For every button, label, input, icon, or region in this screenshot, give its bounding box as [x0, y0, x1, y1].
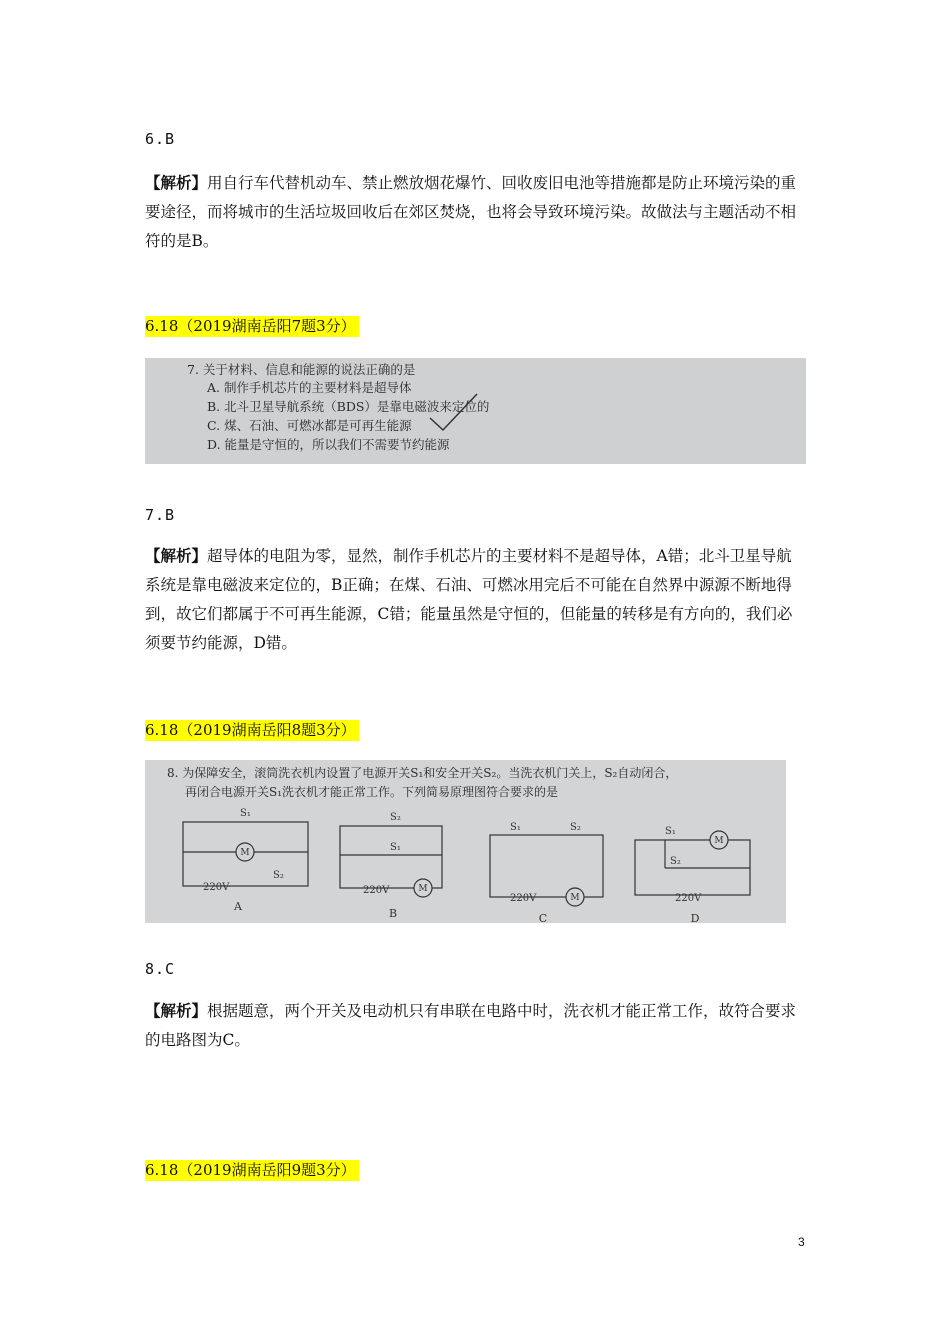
explanation-text: 用自行车代替机动车、禁止燃放烟花爆竹、回收废旧电池等措施都是防止环境污染的重要途径，而将城市的生活垃圾回收后在郊区焚烧，也将会导致环境污染。故做法与主题活动不相符的是B。: [145, 174, 797, 250]
answer-7: 7.B: [145, 506, 176, 524]
page-number: 3: [798, 1235, 805, 1249]
photo-line: B. 北斗卫星导航系统（BDS）是靠电磁波来定位的: [207, 399, 490, 414]
voltage-label: 220V: [510, 893, 537, 904]
motor-label: M: [714, 836, 724, 846]
option-label-c: C: [538, 912, 548, 923]
analysis-tag: 【解析】: [145, 546, 208, 565]
switch-label: S₂: [570, 822, 581, 833]
motor-label: M: [570, 893, 580, 903]
voltage-label: 220V: [363, 885, 390, 896]
photo-line: A. 制作手机芯片的主要材料是超导体: [207, 380, 412, 395]
photo-line: 7. 关于材料、信息和能源的说法正确的是: [187, 362, 416, 377]
switch-label: S₂: [273, 870, 284, 881]
voltage-label: 220V: [203, 882, 230, 893]
option-label-b: B: [388, 907, 398, 920]
explanation-6: [145, 168, 805, 256]
explanation-7: [145, 541, 805, 658]
switch-label: S₁: [390, 842, 401, 853]
explanation-text: 根据题意，两个开关及电动机只有串联在电路中时，洗衣机才能正常工作，故符合要求的电路图为C。: [145, 1002, 797, 1049]
photo-line: C. 煤、石油、可燃冰都是可再生能源: [207, 418, 412, 433]
checkmark-icon: [425, 388, 485, 438]
switch-label: S₁: [510, 822, 521, 833]
switch-label: S₂: [390, 812, 401, 823]
question-header-9: 6.18（2019湖南岳阳9题3分）: [145, 1160, 359, 1181]
answer-8: 8.C: [145, 960, 176, 978]
question-header-8: 6.18（2019湖南岳阳8题3分）: [145, 720, 359, 741]
motor-label: M: [418, 884, 428, 894]
answer-6: 6.B: [145, 130, 176, 148]
option-label-a: A: [234, 900, 242, 913]
motor-label: M: [240, 848, 250, 858]
switch-label: S₁: [665, 826, 676, 837]
photo-line: 再闭合电源开关S₁洗衣机才能正常工作。下列简易原理图符合要求的是: [185, 785, 559, 799]
explanation-8: [145, 996, 805, 1055]
question-image-7: [145, 358, 806, 464]
question-image-8: [145, 760, 786, 923]
circuit-diagrams: [145, 760, 786, 923]
analysis-tag: 【解析】: [145, 1001, 208, 1020]
photo-line: 8. 为保障安全，滚筒洗衣机内设置了电源开关S₁和安全开关S₂。当洗衣机门关上，S₂自动闭合，: [167, 766, 678, 780]
question-header-7: 6.18（2019湖南岳阳7题3分）: [145, 316, 359, 337]
voltage-label: 220V: [675, 893, 702, 904]
switch-label: S₂: [670, 856, 681, 867]
photo-line: D. 能量是守恒的，所以我们不需要节约能源: [207, 437, 450, 452]
switch-label: S₁: [240, 808, 251, 819]
option-label-d: D: [690, 912, 700, 923]
analysis-tag: 【解析】: [145, 173, 208, 192]
explanation-text: 超导体的电阻为零，显然，制作手机芯片的主要材料不是超导体，A错；北斗卫星导航系统是靠电磁波来定位的，B正确；在煤、石油、可燃冰用完后不可能在自然界中源源不断地得到，故它们都属于不可再生能源，C错；能量虽然是守恒的，但能量的转移是有方向的，我们必须要节约能源，D错。: [145, 547, 793, 652]
